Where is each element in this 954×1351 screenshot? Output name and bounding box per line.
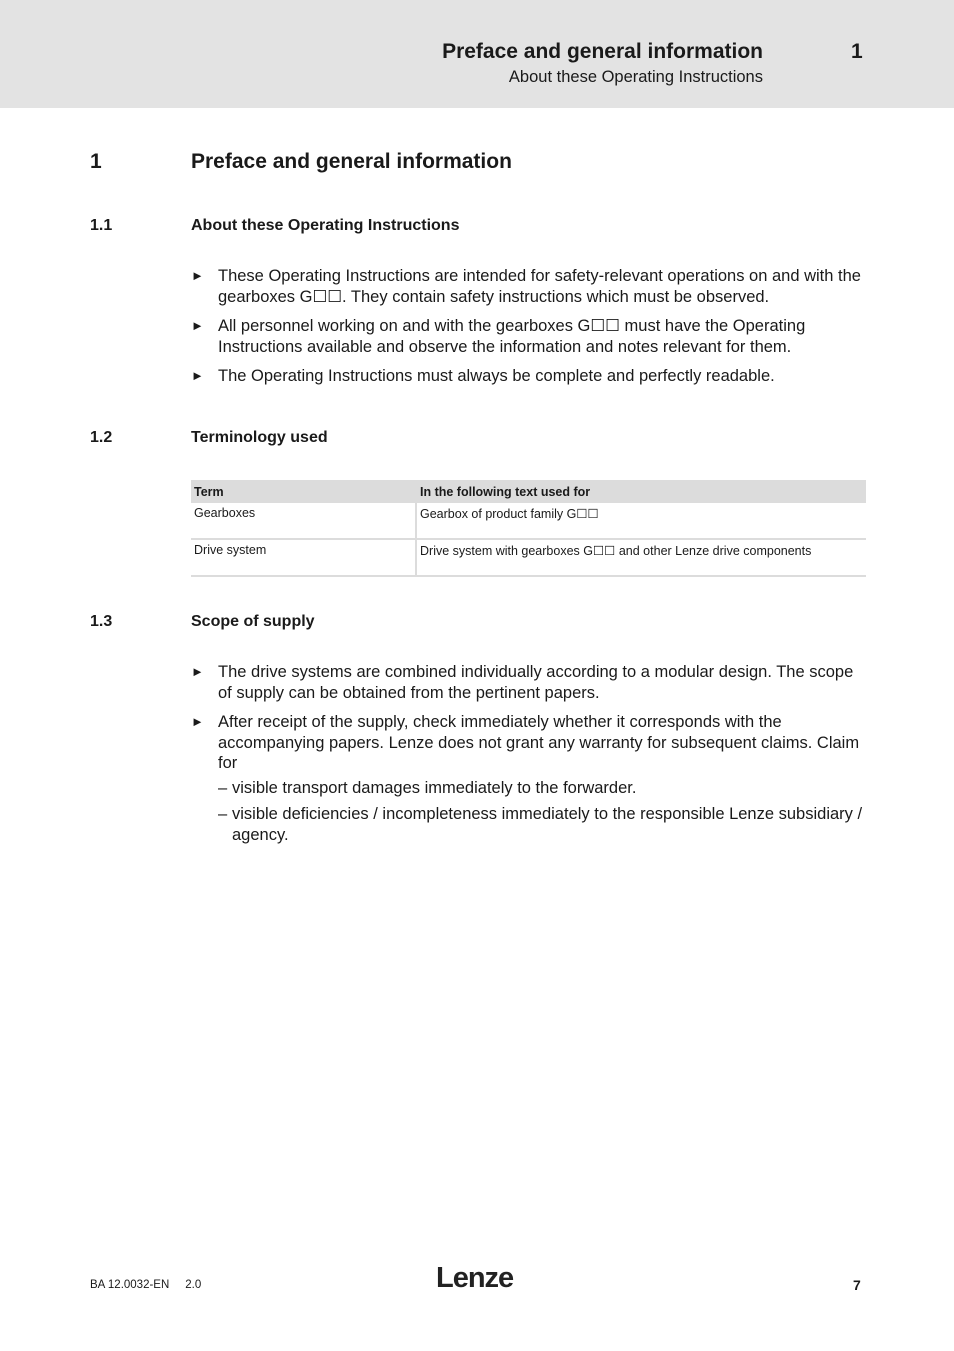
sub-list-item: – visible transport damages immediately to the forwarder. [218, 778, 637, 797]
section-number-1-2: 1.2 [90, 429, 113, 446]
list-item: ► The Operating Instructions must always be complete and perfectly readable. [191, 367, 775, 385]
list-item: ► All personnel working on and with the gearboxes G☐☐ must have the Operating Instructions available and observe the information and notes relevant for them. [191, 317, 806, 356]
section-title-1-3: Scope of supply [191, 613, 315, 630]
section-title-1-2: Terminology used [191, 429, 328, 446]
section-number-1-1: 1.1 [90, 217, 113, 234]
header-subtitle: About these Operating Instructions [508, 68, 763, 86]
table-header-term: Term [191, 480, 416, 503]
dash-marker: – [218, 778, 228, 797]
bullet-arrow-icon: ► [191, 664, 204, 679]
table-row [191, 503, 866, 539]
sub-list-item: – visible deficiencies / incompleteness immediately to the responsible Lenze subsidiary / agency. [218, 805, 863, 844]
terminology-table [191, 480, 866, 577]
footer-doc-id: BA 12.0032-EN [90, 1279, 170, 1291]
section-title-1-1: About these Operating Instructions [191, 217, 460, 234]
bullet-arrow-icon: ► [191, 268, 204, 283]
table-header-row [191, 480, 866, 503]
table-cell: Gearbox of product family G☐☐ [416, 503, 866, 539]
chapter-number: 1 [90, 150, 102, 173]
footer-doc-info [90, 1279, 201, 1291]
claim-sub-list [218, 778, 863, 846]
list-item: ► These Operating Instructions are intended for safety-relevant operations on and with the gearboxes G☐☐. They contain safety instructions which must be observed. [191, 267, 861, 306]
page-header [0, 0, 954, 108]
list-item: ► The drive systems are combined individually according to a modular design. The scope of supply can be obtained from the pertinent papers. [191, 663, 854, 702]
table-header-usage: In the following text used for [416, 480, 866, 503]
list-item: ► After receipt of the supply, check immediately whether it corresponds with the accompanying papers. Lenze does not grant any warranty for subsequent claims. Claim for – visible transport damages immediately to the forwarder. – visible deficiencies / incompleteness immediately to the responsible Lenze subsidiary / agency. [191, 713, 863, 844]
bullet-arrow-icon: ► [191, 318, 204, 333]
header-title: Preface and general information [442, 40, 763, 63]
section-1-3-bullet-list [191, 662, 863, 854]
dash-marker: – [218, 805, 228, 823]
bullet-arrow-icon: ► [191, 714, 204, 729]
lenze-logo: Lenze [436, 1262, 514, 1294]
table-row [191, 539, 866, 576]
header-chapter-number: 1 [851, 40, 863, 63]
section-1-1-bullet-list [191, 266, 863, 396]
table-cell: Gearboxes [191, 503, 416, 539]
section-number-1-3: 1.3 [90, 613, 113, 630]
page-number: 7 [853, 1277, 861, 1293]
table-cell: Drive system [191, 539, 416, 576]
table-cell: Drive system with gearboxes G☐☐ and other Lenze drive components [416, 539, 866, 576]
footer-version: 2.0 [185, 1279, 202, 1291]
chapter-title: Preface and general information [191, 150, 512, 173]
bullet-arrow-icon: ► [191, 368, 204, 383]
